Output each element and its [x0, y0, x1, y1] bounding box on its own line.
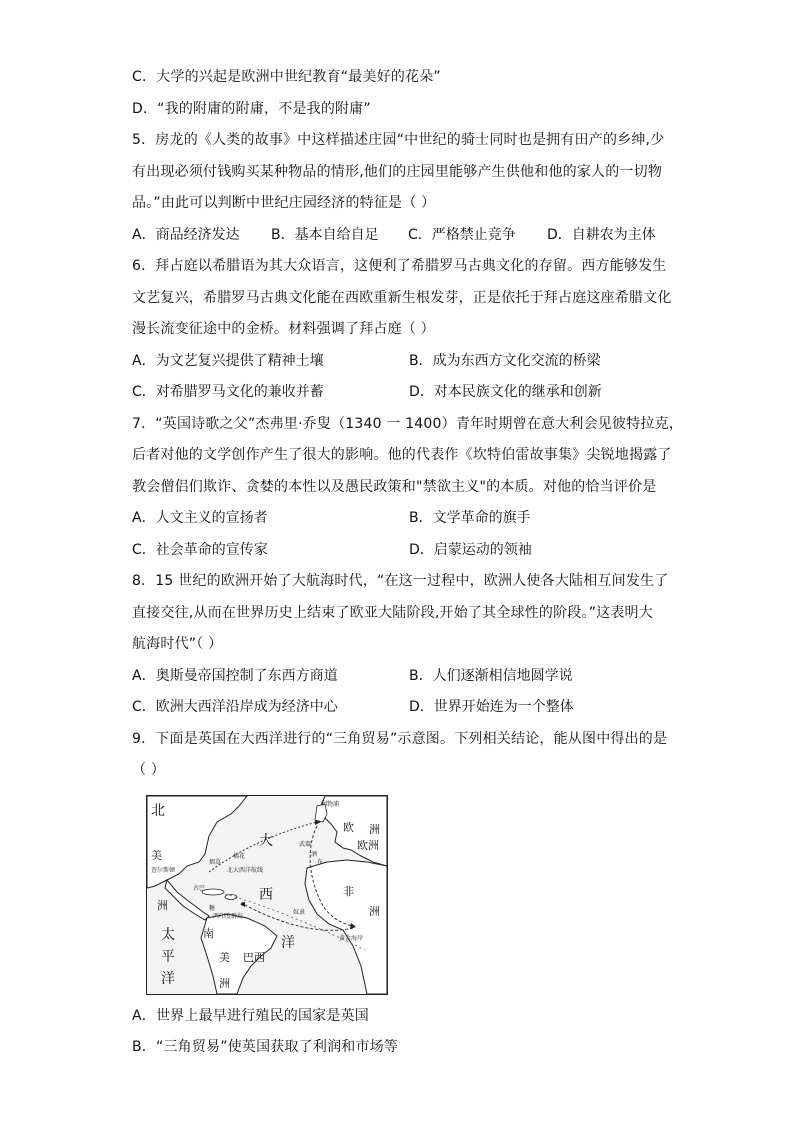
map-label-zhou-eu: 洲 [369, 822, 380, 836]
q7-options-row-2 [132, 535, 672, 567]
q9-stem-line-1: 9．下面是英国在大西洋进行的“三角贸易”示意图。下列相关结论，能从图中得出的是 [132, 730, 668, 747]
q8-option-c[interactable]: C．欧洲大西洋沿岸成为经济中心 [132, 699, 338, 715]
map-label-ping: 平 [161, 948, 175, 965]
map-label-guns: 武器 [299, 840, 312, 848]
q9-option-a[interactable]: A．世界上最早进行殖民的国家是英国 [132, 1007, 369, 1024]
q6-stem-line-1: 6．拜占庭以希腊语为其大众语言，这便利了希腊罗马古典文化的存留。西方能够发生 [132, 258, 667, 274]
map-label-mei: 美 [151, 848, 162, 862]
q7-option-a[interactable]: A．人文主义的宣扬者 [132, 510, 268, 526]
q8-options-row-2 [132, 692, 672, 724]
q5-option-c[interactable]: C．严格禁止竞争 [408, 226, 516, 243]
q6-option-c[interactable]: C．对希腊罗马文化的兼收并蓄 [132, 384, 324, 400]
q9-stem-line-2: （ ） [132, 762, 166, 778]
q4-option-c: C．大学的兴起是欧洲中世纪教育“最美好的花朵” [132, 69, 441, 85]
q5-stem-line-1: 5．房龙的《人类的故事》中这样描述庄园“中世纪的骑士同时也是拥有田产的乡绅,少 [132, 132, 665, 148]
cuba-island [202, 889, 224, 895]
exam-page [132, 62, 684, 1064]
q6-option-d[interactable]: D．对本民族文化的继承和创新 [409, 384, 602, 400]
map-label-wine: 酒 [311, 850, 318, 858]
q7-options-row-1 [132, 503, 672, 535]
q7-stem-line-1: 7．“英国诗歌之父”杰弗里·乔叟（1340 一 1400）青年时期曾在意大利会见彼特拉克， [132, 415, 684, 432]
map-label-ou: 欧 [343, 820, 354, 834]
q8-option-d[interactable]: D．世界开始连为一个整体 [409, 699, 574, 715]
map-label-tobacco: 烟草 [209, 858, 222, 866]
map-label-fei: 非 [343, 884, 354, 898]
map-label-yang2: 洋 [161, 970, 175, 987]
map-label-sugar: 糖 [209, 904, 216, 912]
map-label-yang: 洋 [281, 934, 295, 951]
map-label-liverpool: 利物浦 [321, 800, 340, 808]
map-label-gold-coast: 黄金海岸 [339, 934, 364, 942]
map-label-cloth: 布 [317, 858, 324, 866]
q6-options-row-2 [132, 377, 672, 409]
south-america-landmass [201, 914, 277, 994]
map-label-nan: 南 [203, 926, 214, 940]
map-label-zhou-sa: 洲 [219, 976, 230, 990]
q5-option-d[interactable]: D．自耕农为主体 [547, 226, 656, 243]
map-label-tai: 太 [161, 926, 175, 943]
q7-stem-line-2: 后者对他的文学创作产生了很大的影响。他的代表作《坎特伯雷故事集》尖锐地揭露了 [132, 447, 672, 463]
map-label-cotton: 棉花 [233, 852, 246, 860]
q8-option-a[interactable]: A．奥斯曼帝国控制了东西方商道 [132, 667, 338, 684]
q7-option-d[interactable]: D．启蒙运动的领袖 [409, 541, 532, 558]
map-label-charleston: 查尔斯顿 [151, 866, 176, 874]
map-label-cuba: 古巴 [193, 884, 206, 892]
q7-option-b[interactable]: B．文学革命的旗手 [409, 510, 531, 526]
triangle-trade-map [146, 795, 388, 995]
q5-option-a[interactable]: A．商品经济发达 [132, 226, 240, 243]
q7-option-c[interactable]: C．社会革命的宣传家 [132, 541, 268, 558]
africa-landmass [305, 860, 387, 994]
q8-stem-line-2: 直接交往,从而在世界历史上结束了欧亚大陆阶段,开始了其全球性的阶段。”这表明大 [132, 604, 653, 621]
q6-stem-line-3: 漫长流变征途中的金桥。材料强调了拜占庭（ ） [132, 321, 435, 337]
q8-option-b[interactable]: B．人们逐渐相信地圆学说 [409, 667, 573, 684]
map-label-mei2: 美 [219, 950, 230, 964]
q4-option-d: D．“我的附庸的附庸，不是我的附庸” [132, 100, 371, 117]
q5-option-b[interactable]: B．基本自给自足 [271, 226, 379, 243]
q6-option-b[interactable]: B．成为东西方文化交流的桥梁 [409, 352, 601, 369]
q5-stem-line-2: 有出现必须付钱购买某种物品的情形,他们的庄园里能够产生供他和他的家人的一切物 [132, 163, 663, 180]
q9-option-b[interactable]: B．“三角贸易”使英国获取了利润和市场等 [132, 1039, 399, 1055]
map-label-zhou-na: 洲 [157, 898, 168, 912]
q6-stem-line-2: 文艺复兴，希腊罗马古典文化能在西欧重新生根发芽，正是依托于拜占庭这座希腊文化 [132, 289, 672, 306]
q8-options-row-1 [132, 661, 672, 693]
map-label-xi: 西 [259, 886, 273, 903]
map-label-north: 北 [151, 802, 165, 819]
map-label-europe-full: 欧洲 [357, 838, 379, 852]
q8-stem-line-3: 航海时代”（ ） [132, 636, 223, 652]
map-label-baxi: 巴西 [243, 950, 265, 964]
map-label-west-indies: 西印度群岛 [213, 912, 244, 920]
map-label-zhou-af: 洲 [369, 904, 380, 918]
map-label-slaves: 奴隶 [293, 908, 306, 916]
q8-stem-line-1: 8．15 世纪的欧洲开始了大航海时代，“在这一过程中，欧洲人使各大陆相互间发生了 [132, 573, 669, 589]
q7-stem-line-3: 教会僧侣们欺诈、贪婪的本性以及愚民政策和"禁欲主义"的本质。对他的恰当评价是 [132, 478, 657, 495]
map-label-big-atlantic: 北大西洋航线 [227, 866, 264, 874]
q6-option-a[interactable]: A．为文艺复兴提供了精神土壤 [132, 352, 324, 369]
map-label-da: 大 [259, 832, 273, 849]
q5-stem-line-3: 品。”由此可以判断中世纪庄园经济的特征是（ ） [132, 195, 436, 211]
q6-options-row-1 [132, 346, 672, 378]
q5-options [132, 220, 672, 252]
